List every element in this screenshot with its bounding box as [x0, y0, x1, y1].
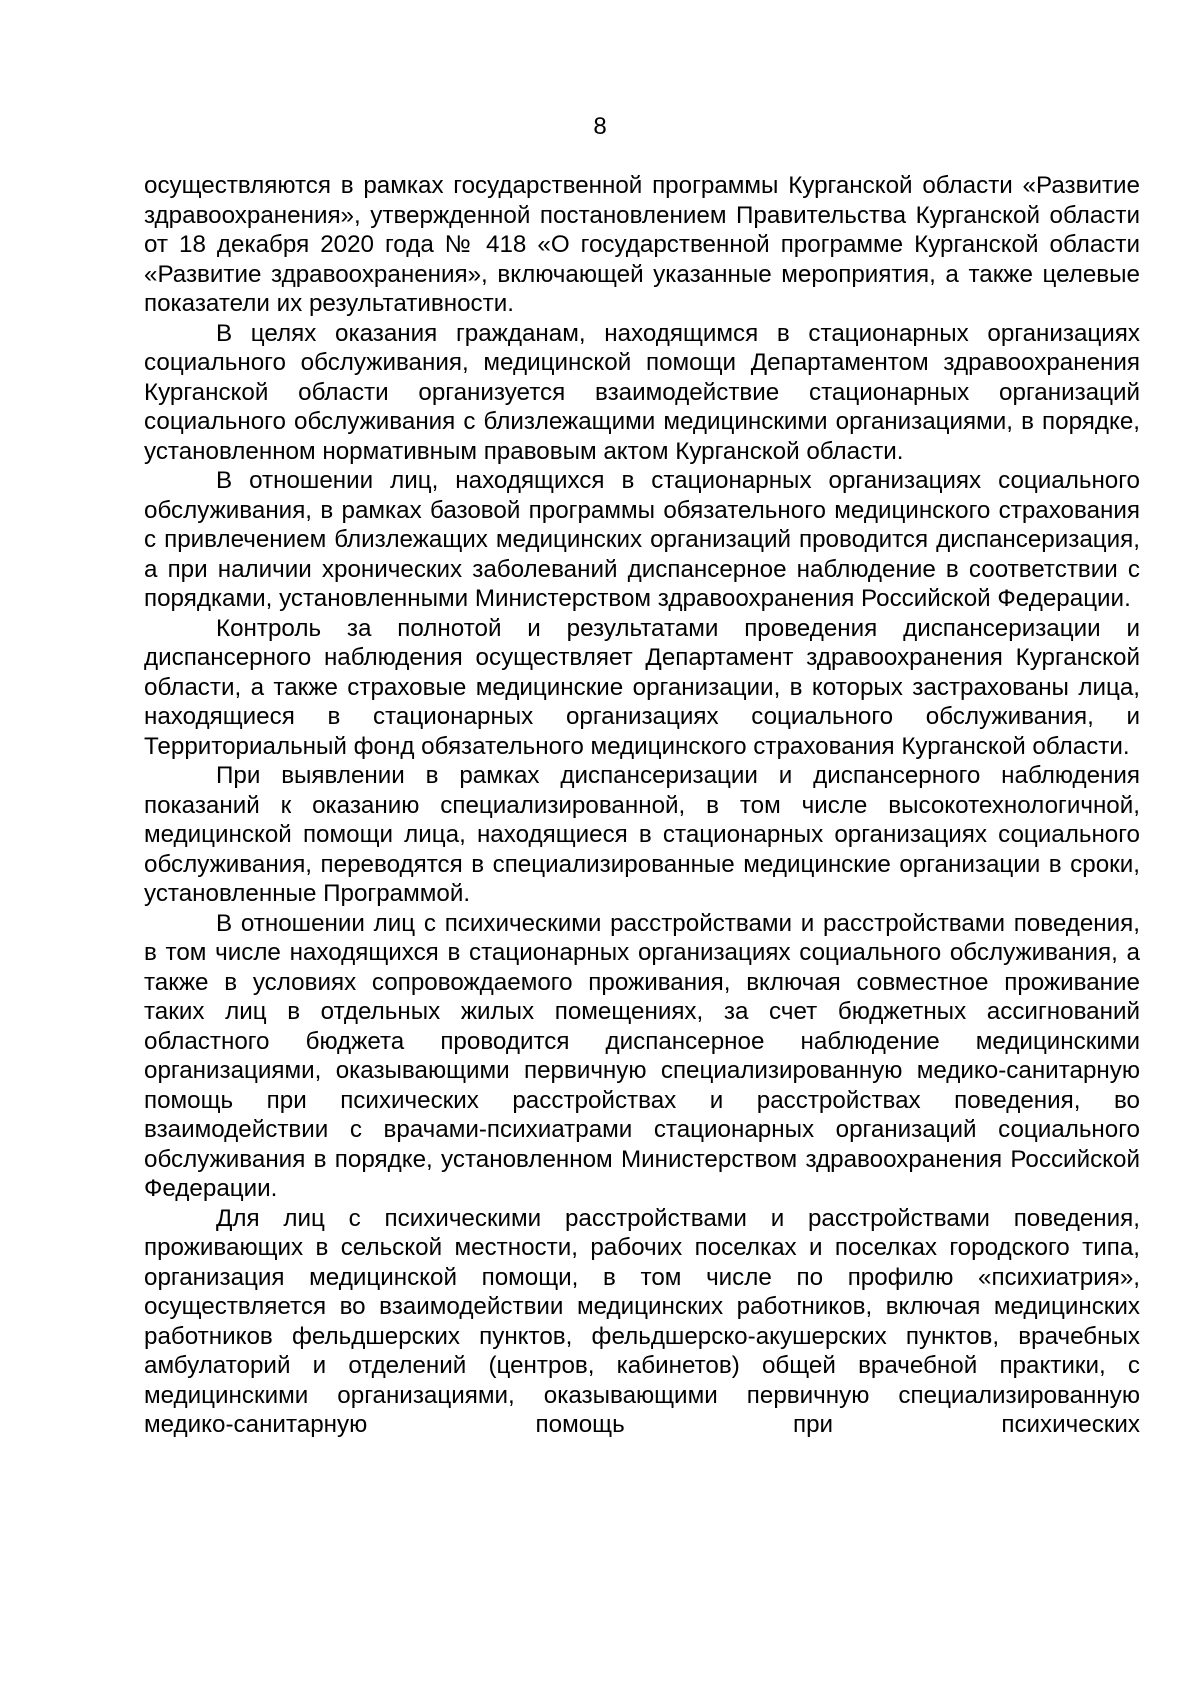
paragraph: При выявлении в рамках диспансеризации и диспансерного наблюдения показаний к оказанию специализированной, в том числе высокотехнологичной, медицинской помощи лица, находящиеся в стационарных организациях социального обслуживания, переводятся в специализированные медицинские организации в сроки, установленные Программой.: [144, 762, 1140, 907]
paragraph-continued: Для лиц с психическими расстройствами и расстройствами поведения, проживающих в сельской местности, рабочих поселках и поселках городского типа, организация медицинской помощи, в том числе по профилю «психиатрия», осуществляется во взаимодействии медицинских работников, включая медицинских работников фельдшерских пунктов, фельдшерско-акушерских пунктов, врачебных амбулаторий и отделений (центров, кабинетов) общей врачебной практики, с медицинскими организациями, оказывающими первичную специализированную медико-санитарную помощь при психических: [144, 1204, 1140, 1438]
paragraph: В отношении лиц, находящихся в стационарных организациях социального обслуживания, в рамках базовой программы обязательного медицинского страхования с привлечением близлежащих медицинских организаций проводится диспансеризация, а при наличии хронических заболеваний диспансерное наблюдение в соответствии с порядками, установленными Министерством здравоохранения Российской Федерации.: [144, 467, 1140, 612]
paragraph: В отношении лиц с психическими расстройствами и расстройствами поведения, в том числе находящихся в стационарных организациях социального обслуживания, а также в условиях сопровождаемого проживания, включая совместное проживание таких лиц в отдельных жилых помещениях, за счет бюджетных ассигнований областного бюджета проводится диспансерное наблюдение медицинскими организациями, оказывающими первичную специализированную медико-санитарную помощь при психических расстройствах и расстройствах поведения, во взаимодействии с врачами-психиатрами стационарных организаций социального обслуживания в порядке, установленном Министерством здравоохранения Российской Федерации.: [144, 909, 1140, 1202]
document-body: [144, 171, 1140, 1440]
paragraph: Контроль за полнотой и результатами проведения диспансеризации и диспансерного наблюдения осуществляет Департамент здравоохранения Курганской области, а также страховые медицинские организации, в которых застрахованы лица, находящиеся в стационарных организациях социального обслуживания, и Территориальный фонд обязательного медицинского страхования Курганской области.: [144, 614, 1140, 760]
paragraph-continuation: осуществляются в рамках государственной программы Курганской области «Развитие здравоохранения», утвержденной постановлением Правительства Курганской области от 18 декабря 2020 года № 418 «О государственной программе Курганской области «Развитие здравоохранения», включающей указанные мероприятия, а также целевые показатели их результативности.: [144, 172, 1140, 317]
page-number: 8: [593, 113, 607, 140]
paragraph: В целях оказания гражданам, находящимся в стационарных организациях социального обслуживания, медицинской помощи Департаментом здравоохранения Курганской области организуется взаимодействие стационарных организаций социального обслуживания с близлежащими медицинскими организациями, в порядке, установленном нормативным правовым актом Курганской области.: [144, 319, 1140, 465]
